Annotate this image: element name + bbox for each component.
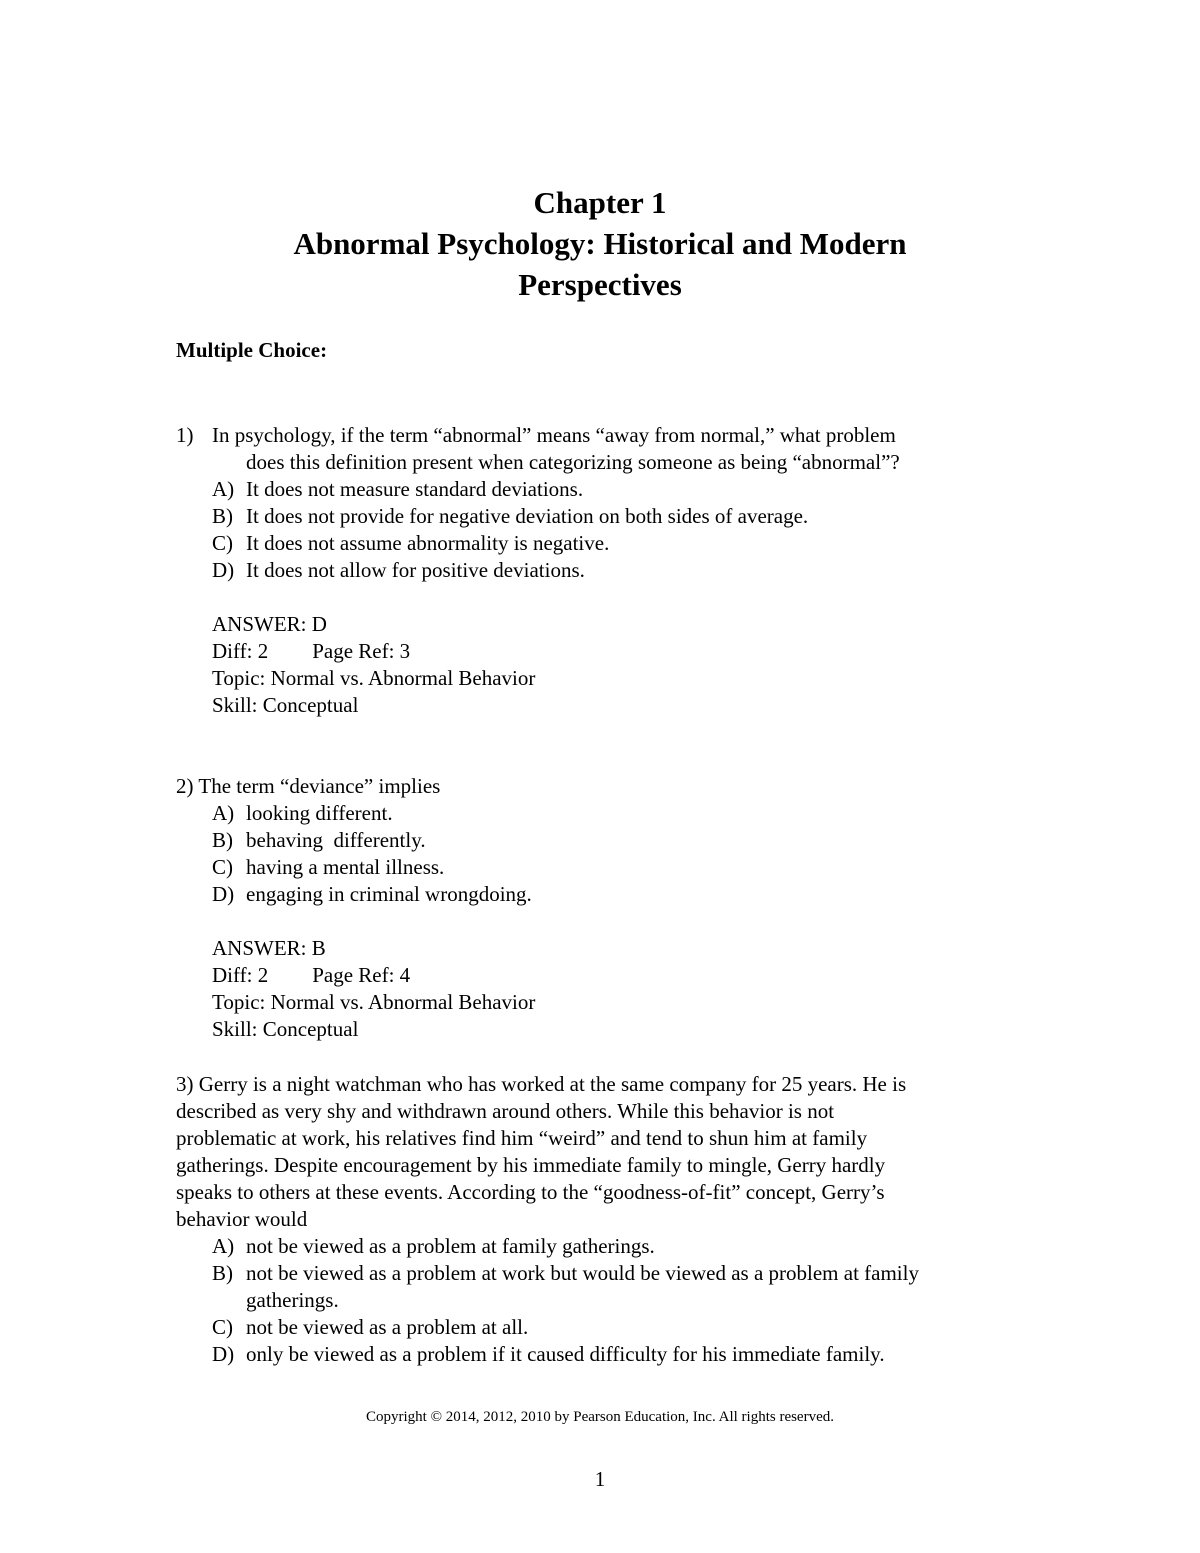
option-letter: B) [212,828,233,852]
option-letter: C) [212,1315,233,1339]
option-text: not be viewed as a problem at work but would be viewed as a problem at family [246,1261,919,1285]
option-d [176,1341,1026,1368]
option-letter: D) [212,882,235,906]
option-b [176,827,1026,854]
question-stem-line: does this definition present when categorizing someone as being “abnormal”? [246,450,900,474]
option-b [176,503,1026,530]
chapter-title-block [0,182,1200,305]
option-text: It does not provide for negative deviation on both sides of average. [246,504,809,528]
option-letter: D) [212,1342,235,1366]
option-b [176,1260,1026,1287]
answer-line: ANSWER: D [212,612,327,636]
question-stem-line: problematic at work, his relatives find him “weird” and tend to shun him at family [176,1126,868,1150]
page-ref: Page Ref: 4 [312,963,411,987]
option-a [176,800,1026,827]
difficulty: Diff: 2 [212,963,269,987]
chapter-title-line-1: Abnormal Psychology: Historical and Modern [293,226,907,261]
skill-line: Skill: Conceptual [212,1017,359,1041]
question-1 [176,422,1026,719]
copyright-notice: Copyright © 2014, 2012, 2010 by Pearson Education, Inc. All rights reserved. [366,1409,834,1425]
topic-line: Topic: Normal vs. Abnormal Behavior [212,666,536,690]
section-heading: Multiple Choice: [176,338,328,362]
option-text: behaving differently. [246,828,426,852]
option-text: only be viewed as a problem if it caused difficulty for his immediate family. [246,1342,885,1366]
option-letter: C) [212,531,233,555]
option-text: having a mental illness. [246,855,445,879]
option-letter: A) [212,1234,235,1258]
option-text: engaging in criminal wrongdoing. [246,882,532,906]
question-stem-text: In psychology, if the term “abnormal” means “away from normal,” what problem [212,423,896,447]
option-text: looking different. [246,801,393,825]
chapter-title-line-2: Perspectives [518,267,682,302]
option-a [176,1233,1026,1260]
question-stem-line: gatherings. Despite encouragement by his immediate family to mingle, Gerry hardly [176,1153,886,1177]
question-3 [176,1071,1026,1368]
option-text: It does not allow for positive deviations. [246,558,585,582]
page-ref: Page Ref: 3 [312,639,411,663]
chapter-number: Chapter 1 [533,185,667,220]
answer-line: ANSWER: B [212,936,326,960]
question-stem-line: 2) The term “deviance” implies [176,774,441,798]
question-stem-line: 3) Gerry is a night watchman who has worked at the same company for 25 years. He is [176,1072,907,1096]
question-2 [176,773,1026,1043]
topic-line: Topic: Normal vs. Abnormal Behavior [212,990,536,1014]
question-number: 1) [176,423,194,447]
question-stem-line: behavior would [176,1207,308,1231]
diff-page-ref-line [176,962,1026,989]
option-c [176,1314,1026,1341]
option-letter: A) [212,801,235,825]
option-letter: C) [212,855,233,879]
option-letter: B) [212,504,233,528]
option-text: It does not assume abnormality is negative. [246,531,610,555]
page-number: 1 [594,1467,606,1491]
diff-page-ref-line [176,638,1026,665]
question-stem-line [176,422,1026,449]
difficulty: Diff: 2 [212,639,269,663]
option-b-continued [176,1287,1026,1314]
option-letter: A) [212,477,235,501]
option-text: not be viewed as a problem at all. [246,1315,529,1339]
option-text: not be viewed as a problem at family gatherings. [246,1234,655,1258]
option-letter: D) [212,558,235,582]
question-stem-line: described as very shy and withdrawn around others. While this behavior is not [176,1099,835,1123]
option-c [176,854,1026,881]
option-text: It does not measure standard deviations. [246,477,584,501]
option-c [176,530,1026,557]
option-letter: B) [212,1261,233,1285]
skill-line: Skill: Conceptual [212,693,359,717]
option-a [176,476,1026,503]
option-text: gatherings. [246,1288,339,1312]
question-stem-line: speaks to others at these events. According to the “goodness-of-fit” concept, Gerry’s [176,1180,885,1204]
option-d [176,557,1026,584]
option-d [176,881,1026,908]
